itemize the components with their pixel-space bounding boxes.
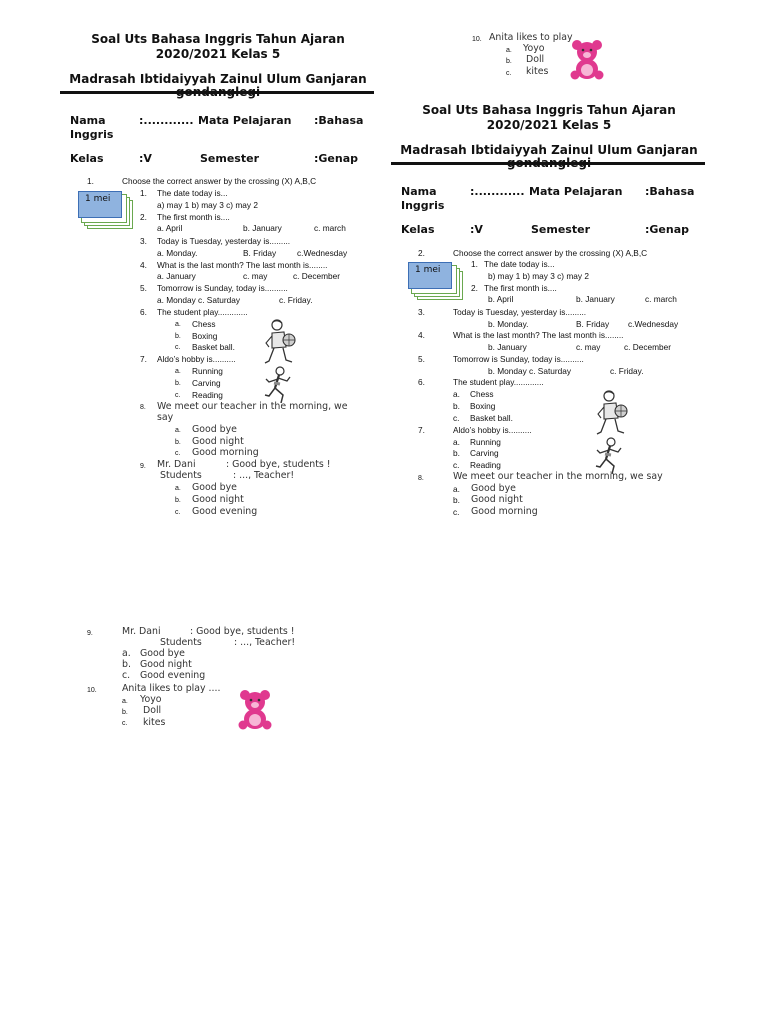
kelas-value: :V	[139, 152, 152, 165]
semester-label: Semester	[200, 152, 259, 165]
q6-text: The student play.............	[157, 307, 248, 317]
title-divider	[60, 91, 374, 94]
q1-options: a) may 1 b) may 3 c) may 2	[157, 200, 258, 210]
school-name-right: Madrasah Ibtidaiyyah Zainul Ulum Ganjaran	[400, 143, 698, 157]
kelas-label: Kelas	[70, 152, 104, 165]
title	[60, 32, 376, 62]
nama-dots: :............	[139, 114, 194, 127]
nama-label: Nama	[70, 114, 106, 127]
title-line-2: 2020/2021 Kelas 5	[155, 47, 281, 61]
instruction: Choose the correct answer by the crossing (X) A,B,C	[122, 176, 317, 186]
runner-illustration	[263, 366, 293, 406]
q1-text: The date today is...	[157, 188, 228, 198]
q2-text: The first month is....	[157, 212, 230, 222]
basketball-player-illustration-right	[594, 390, 630, 438]
q4-text: What is the last month? The last month is........	[157, 260, 328, 270]
mapel-value: :Bahasa	[314, 114, 364, 127]
school-name	[60, 72, 376, 98]
q10-top-text: Anita likes to play	[489, 32, 573, 43]
semester-value: :Genap	[314, 152, 359, 165]
title-right: Soal Uts Bahasa Inggris Tahun Ajaran 2020/2021 Kelas 5	[422, 103, 676, 132]
mapel-value-cont: Inggris	[70, 128, 114, 141]
q8-text: We meet our teacher in the morning, we	[157, 401, 348, 412]
title-divider-right	[391, 162, 705, 165]
school-line-1: Madrasah Ibtidaiyyah Zainul Ulum Ganjaran	[69, 72, 367, 86]
q7-text: Aldo’s hobby is..........	[157, 354, 236, 364]
teddy-bear-illustration-bottom	[236, 688, 274, 730]
mapel-label: Mata Pelajaran	[198, 114, 292, 127]
q3-text: Today is Tuesday, yesterday is.........	[157, 236, 291, 246]
title-line-1: Soal Uts Bahasa Inggris Tahun Ajaran	[91, 32, 345, 46]
q10-text: Anita likes to play ....	[122, 683, 221, 694]
q5-text: Tomorrow is Sunday, today is..........	[157, 283, 288, 293]
calendar-label: 1 mei	[78, 191, 122, 218]
teddy-bear-illustration	[568, 38, 606, 80]
basketball-player-illustration	[262, 319, 298, 367]
